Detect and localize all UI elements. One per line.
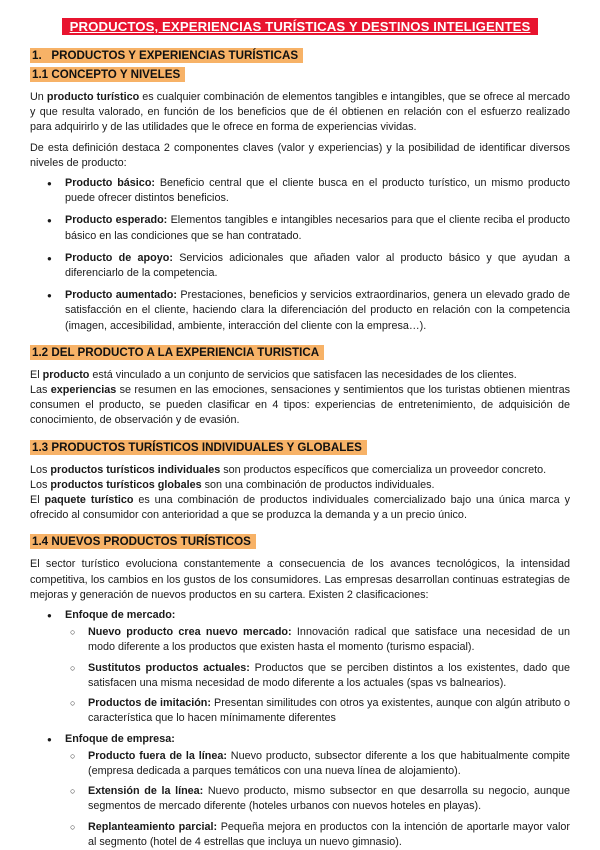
s12-p1-bold: producto: [42, 368, 90, 381]
document-title-text: PRODUCTOS, EXPERIENCIAS TURÍSTICAS Y DESTINOS INTELIGENTES: [62, 18, 539, 35]
section-1-4-heading: [30, 532, 570, 550]
s11-p1-post: es cualquier combinación de elementos tangibles e intangibles, que se ofrece al mercado y que resulta valorado, en función de los beneficios que de él obtienen en relación con el esfuerzo realizado para adquirirlo y de las utilidades que le ofrece en forma de experiencias vividas.: [30, 91, 570, 134]
s13-l3-post: es una combinación de productos individuales comercializado bajo una única marca y ofrecido al consumidor con anterioridad a que se produzca la demanda y a un precio único.: [30, 494, 570, 522]
s11-paragraph-1: [30, 90, 570, 136]
level-text: Beneficio central que el cliente busca en el producto turístico, un mismo producto puede ofrecer distintos beneficios.: [65, 177, 570, 205]
section-1-number: 1.: [32, 49, 42, 62]
s11-paragraph-2: De esta definición destaca 2 componentes claves (valor y experiencias) y la posibilidad de identificar diversos niveles de producto:: [30, 141, 570, 169]
s13-l1-bold: productos turísticos individuales: [50, 463, 221, 476]
section-1-2-heading: [30, 343, 570, 361]
s13-line-3: [30, 493, 570, 523]
s12-paragraph-2: [30, 383, 570, 429]
s13-l3-bold: paquete turístico: [44, 494, 134, 507]
level-term: Producto básico:: [65, 177, 156, 190]
s13-l2-bold: productos turísticos globales: [50, 478, 202, 491]
section-1-1-heading: [30, 65, 570, 83]
section-1-heading: [30, 46, 570, 64]
s11-p1-bold: producto turístico: [46, 91, 140, 103]
list-item: [30, 288, 570, 334]
s13-l2-post: son una combinación de productos individuales.: [201, 478, 435, 491]
section-1-3-heading: [30, 438, 570, 456]
s12-p2-pre: Las: [30, 384, 51, 397]
new-products-classifications: [30, 608, 570, 850]
list-item: [30, 608, 570, 726]
item-text: Productos que se perciben distintos a los existentes, dado que satisfacen una misma necesidad de modo diferente a los actuales (spas vs balnearios).: [88, 661, 571, 689]
item-text: Innovación radical que satisface una necesidad de un modo diferente a los productos que existen hasta el momento (turismo espacial).: [88, 626, 570, 654]
list-item: [30, 732, 570, 850]
item-text: Nuevo producto, mismo subsector en que desarrolla su negocio, aunque segmentos de mercado diferente (hoteles urbanos con nuevos hoteles en playas).: [88, 785, 570, 813]
item-term: Productos de imitación:: [88, 697, 211, 710]
item-term: Replanteamiento parcial:: [88, 820, 218, 833]
s12-paragraph-1: [30, 368, 570, 383]
item-term: Sustitutos productos actuales:: [88, 661, 250, 674]
list-item: [65, 696, 570, 726]
s12-p1-post: está vinculado a un conjunto de servicios que satisfacen las necesidades de los clientes.: [89, 368, 517, 381]
group-label-market: Enfoque de mercado:: [65, 609, 176, 622]
list-item: [30, 176, 570, 206]
level-text: Elementos tangibles e intangibles necesarios para que el cliente reciba el producto básico en las condiciones que se han contratado.: [65, 214, 570, 242]
level-term: Producto esperado:: [65, 214, 168, 227]
item-term: Producto fuera de la línea:: [88, 749, 227, 762]
s11-p1-pre: Un: [30, 91, 47, 103]
s13-line-1: [30, 463, 570, 478]
s13-l1-pre: Los: [30, 463, 51, 476]
product-levels-list: [30, 176, 570, 334]
section-1-title: PRODUCTOS Y EXPERIENCIAS TURÍSTICAS: [51, 49, 299, 62]
section-1-4-title: 1.4 NUEVOS PRODUCTOS TURÍSTICOS: [30, 534, 256, 549]
section-1-2-title: 1.2 DEL PRODUCTO A LA EXPERIENCIA TURISTICA: [30, 345, 324, 360]
list-item: [65, 749, 570, 779]
level-term: Producto aumentado:: [65, 289, 177, 302]
level-text: Prestaciones, beneficios y servicios extraordinarios, genera un elevado grado de satisfacción en el cliente, haciendo clara la diferenciación del producto en relación con la competencia (imagen, accesibilidad, ambiente, interacción del cliente con la empresa…).: [65, 289, 570, 332]
section-1-1-title: 1.1 CONCEPTO Y NIVELES: [30, 67, 185, 82]
list-item: [30, 251, 570, 281]
s12-p2-post: se resumen en las emociones, sensaciones y sentimientos que los turistas obtienen mientras consumen el producto, se pueden clasificar en 4 tipos: experiencias de entretenimiento, de adquisición de conocimiento, de observación y de evasión.: [30, 384, 570, 427]
section-1-3-title: 1.3 PRODUCTOS TURÍSTICOS INDIVIDUALES Y GLOBALES: [30, 440, 367, 455]
list-item: [65, 661, 570, 691]
company-approach-list: [65, 749, 570, 850]
list-item: [65, 625, 570, 655]
s12-p1-pre: El: [30, 368, 43, 381]
document-title: [30, 18, 570, 36]
s13-l3-pre: El: [30, 494, 45, 507]
s12-p2-bold: experiencias: [50, 384, 117, 397]
s14-intro: El sector turístico evoluciona constantemente a consecuencia de los avances tecnológicos, la intensidad competitiva, los cambios en los gustos de los consumidores. Las empresas desarrollan continuas estrategias de mejoras y generación de nuevos productos en su cartera. Existen 2 clasificaciones:: [30, 558, 570, 601]
s13-l2-pre: Los: [30, 478, 51, 491]
item-term: Nuevo producto crea nuevo mercado:: [88, 626, 292, 639]
item-text: Nuevo producto, subsector diferente a los que habitualmente compite (empresa dedicada a parques temáticos con una nueva línea de alojamiento).: [88, 749, 570, 777]
item-term: Extensión de la línea:: [88, 785, 204, 798]
group-label-company: Enfoque de empresa:: [65, 732, 175, 745]
list-item: [65, 820, 570, 850]
list-item: [65, 784, 570, 814]
list-item: [30, 213, 570, 243]
item-text: Pequeña mejora en productos con la intención de aportarle mayor valor al segmento (hotel de 4 estrellas que incluya un nuevo gimnasio).: [88, 820, 570, 848]
level-text: Servicios adicionales que añaden valor al producto básico y que ayudan a diferenciarlo de la competencia.: [65, 251, 571, 280]
s13-l1-post: son productos específicos que comercializa un proveedor concreto.: [220, 463, 547, 476]
market-approach-list: [65, 625, 570, 726]
level-term: Producto de apoyo:: [65, 251, 173, 264]
section-1-heading-highlight: [30, 48, 303, 63]
s13-line-2: [30, 478, 570, 493]
item-text: Presentan similitudes con otros ya existentes, aunque con algún atributo o característica que lo hacen mínimamente diferentes: [88, 697, 570, 725]
